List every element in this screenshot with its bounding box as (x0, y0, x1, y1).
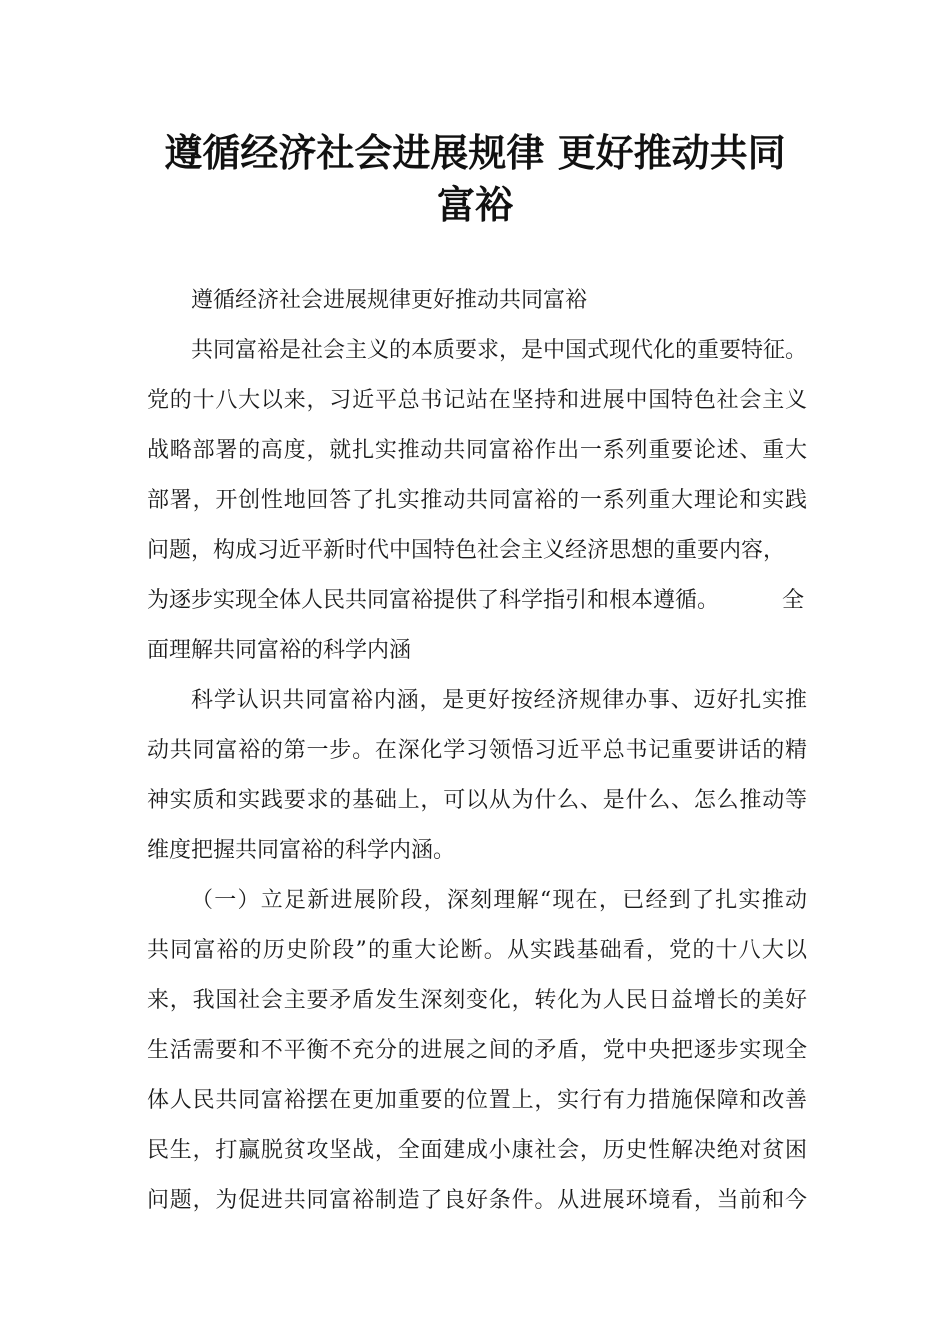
document-title-line-2: 富裕 (436, 183, 513, 227)
body-line: 动共同富裕的第一步。在深化学习领悟习近平总书记重要讲话的精 (147, 738, 807, 763)
body-line: 问题，构成习近平新时代中国特色社会主义经济思想的重要内容， (147, 538, 786, 563)
document-subtitle: 遵循经济社会进展规律更好推动共同富裕 (191, 288, 588, 313)
body-line: 为逐步实现全体人民共同富裕提供了科学指引和根本遵循。 (147, 588, 720, 613)
body-line: 生活需要和不平衡不充分的进展之间的矛盾，党中央把逐步实现全 (147, 1038, 807, 1063)
body-line: 民生，打赢脱贫攻坚战，全面建成小康社会，历史性解决绝对贫困 (147, 1138, 807, 1163)
body-line: 问题，为促进共同富裕制造了良好条件。从进展环境看，当前和今 (147, 1188, 807, 1213)
document-title-line-1: 遵循经济社会进展规律 更好推动共同 (164, 131, 786, 175)
section-heading-start: 全 (782, 588, 805, 613)
body-line: （一）立足新进展阶段，深刻理解“现在，已经到了扎实推动 (191, 888, 807, 913)
section-heading: 面理解共同富裕的科学内涵 (147, 638, 412, 663)
body-line: 共同富裕的历史阶段”的重大论断。从实践基础看，党的十八大以 (147, 938, 807, 963)
body-line: 神实质和实践要求的基础上，可以从为什么、是什么、怎么推动等 (147, 788, 807, 813)
body-line: 战略部署的高度，就扎实推动共同富裕作出一系列重要论述、重大 (147, 438, 807, 463)
body-line: 部署，开创性地回答了扎实推动共同富裕的一系列重大理论和实践 (147, 488, 807, 513)
body-line: 科学认识共同富裕内涵，是更好按经济规律办事、迈好扎实推 (191, 688, 807, 713)
body-line: 党的十八大以来，习近平总书记站在坚持和进展中国特色社会主义 (147, 388, 807, 413)
body-line: 共同富裕是社会主义的本质要求，是中国式现代化的重要特征。 (191, 338, 808, 363)
body-line: 来，我国社会主要矛盾发生深刻变化，转化为人民日益增长的美好 (147, 988, 807, 1013)
body-line: 维度把握共同富裕的科学内涵。 (147, 838, 456, 863)
body-line: 体人民共同富裕摆在更加重要的位置上，实行有力措施保障和改善 (147, 1088, 807, 1113)
